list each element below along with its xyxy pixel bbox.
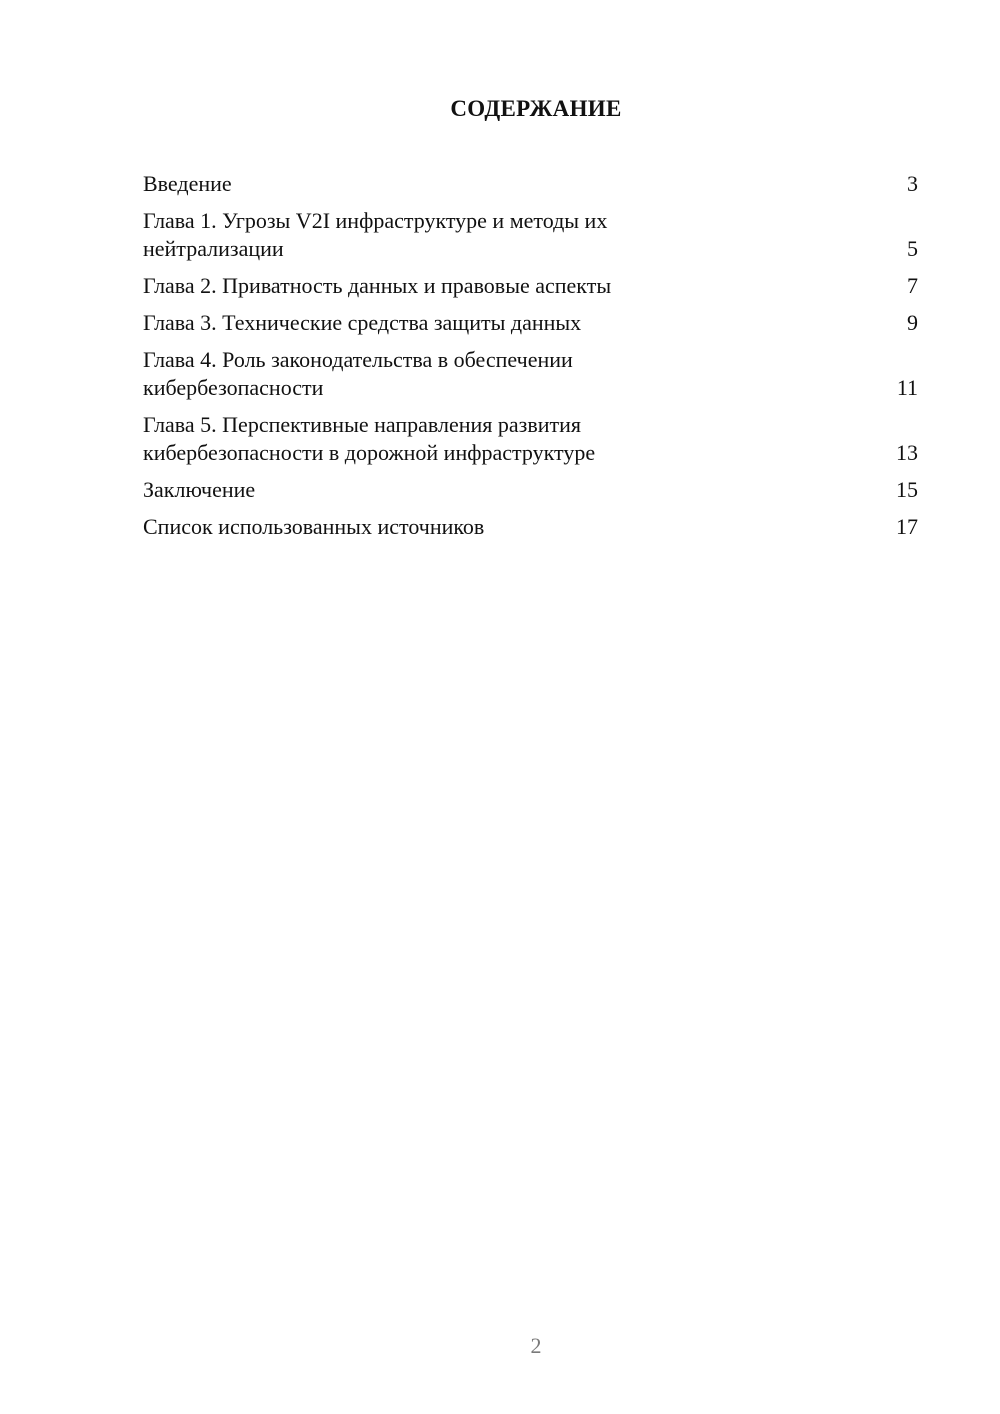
toc-entry-label: Введение [143, 171, 232, 196]
toc-entry-page: 13 [896, 440, 918, 465]
toc-entry-introduction [143, 170, 918, 198]
toc-entry-chapter-5 [143, 411, 918, 467]
toc-entry-page: 17 [896, 514, 918, 539]
page-number: 2 [530, 1333, 542, 1358]
toc-entry-conclusion [143, 476, 918, 504]
toc-entry-page: 11 [896, 375, 918, 400]
toc-entry-page: 9 [907, 310, 918, 335]
toc-entry-references [143, 513, 918, 541]
toc-entry-label: Заключение [143, 477, 256, 502]
page-title: СОДЕРЖАНИЕ [450, 96, 622, 121]
toc-entry-page: 15 [896, 477, 918, 502]
toc-entry-label: Глава 5. Перспективные направления развития кибербезопасности в дорожной инфраструктуре [143, 412, 596, 465]
toc-entry-chapter-2 [143, 272, 918, 300]
toc-entry-label: Глава 1. Угрозы V2I инфраструктуре и методы их нейтрализации [143, 208, 608, 261]
toc-entry-label: Глава 2. Приватность данных и правовые аспекты [143, 273, 612, 298]
toc-entry-label: Глава 3. Технические средства защиты данных [143, 310, 582, 335]
toc-entry-chapter-1 [143, 207, 918, 263]
toc-entry-page: 3 [907, 171, 918, 196]
toc-entry-page: 5 [907, 236, 918, 261]
toc-entry-page: 7 [907, 273, 918, 298]
toc-entry-label: Список использованных источников [143, 514, 485, 539]
toc-entry-chapter-3 [143, 309, 918, 337]
table-of-contents [143, 170, 918, 550]
toc-entry-label: Глава 4. Роль законодательства в обеспечении кибербезопасности [143, 347, 573, 400]
toc-entry-chapter-4 [143, 346, 918, 402]
